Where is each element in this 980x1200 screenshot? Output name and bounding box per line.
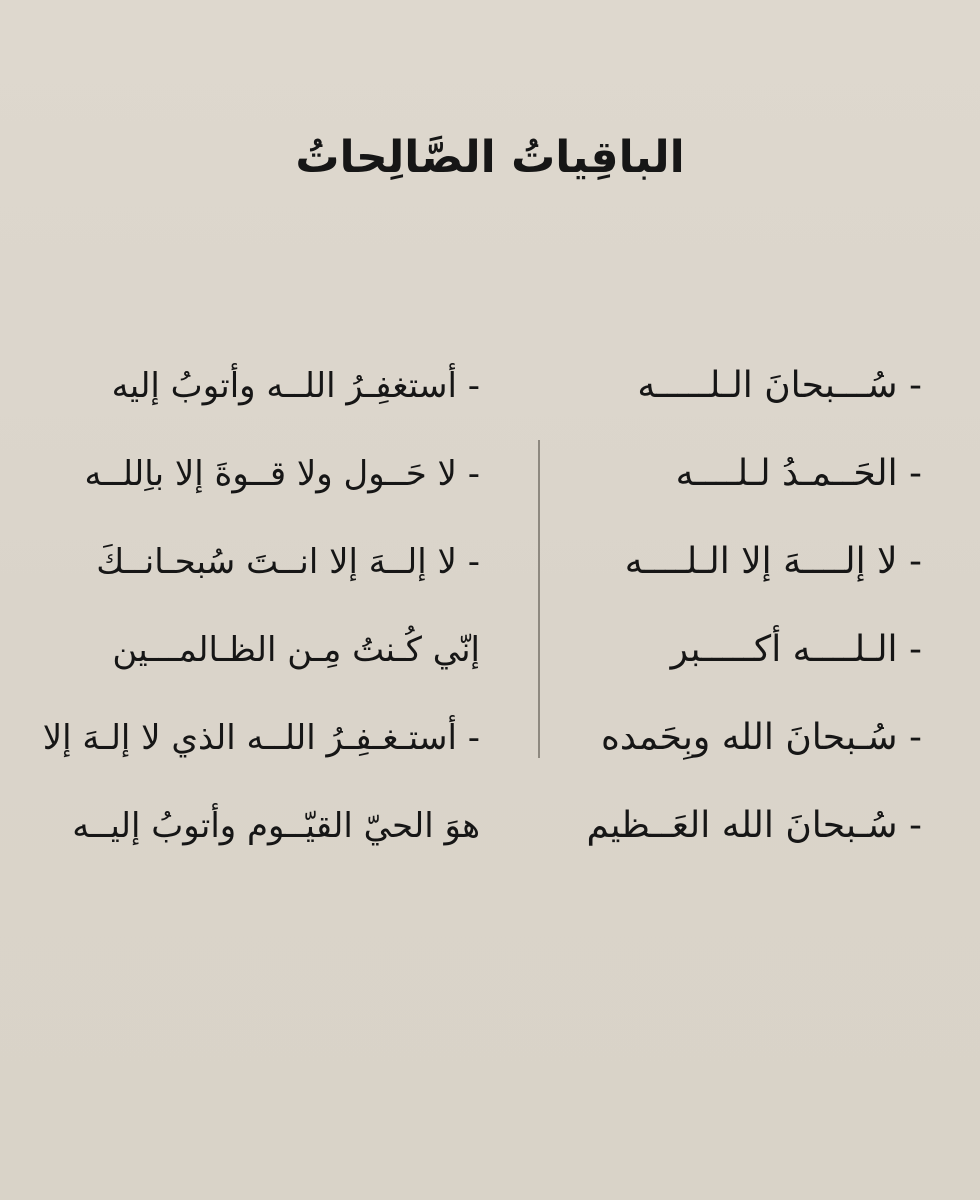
- page-title: الباقِياتُ الصَّالِحاتُ: [295, 132, 685, 183]
- left-dhikr-list: [40, 346, 480, 874]
- dhikr-line: - لا إلــهَ إلا انــتَ سُبحـانــكَ: [96, 542, 480, 582]
- dhikr-line: - سُـبحانَ الله العَــظيم: [586, 805, 922, 846]
- right-dhikr-list: [562, 346, 922, 874]
- dhikr-line: - لا إلــــهَ إلا الـلــــه: [624, 541, 922, 582]
- column-divider: [538, 440, 540, 758]
- dhikr-line: - سُـــبحانَ الـلـــــه: [637, 365, 922, 406]
- dhikr-line: - لا حَــول ولا قــوةَ إلا باِللــه: [84, 454, 480, 494]
- dhikr-line: - الحَــمـدُ لـلــــه: [675, 453, 922, 494]
- dhikr-line: - أستغفِـرُ اللــه وأتوبُ إليه: [111, 366, 480, 406]
- dhikr-line: هوَ الحيّ القيّــوم وأتوبُ إليــه: [72, 806, 480, 846]
- dhikr-line: - أستـغـفِـرُ اللــه الذي لا إلـهَ إلا: [42, 718, 480, 758]
- dhikr-line: - الـلــــه أكـــــبر: [670, 629, 922, 670]
- dhikr-line: إنّي كُـنتُ مِـن الظـالمـــين: [112, 630, 480, 670]
- dhikr-line: - سُـبحانَ الله وبِحَمده: [601, 717, 922, 758]
